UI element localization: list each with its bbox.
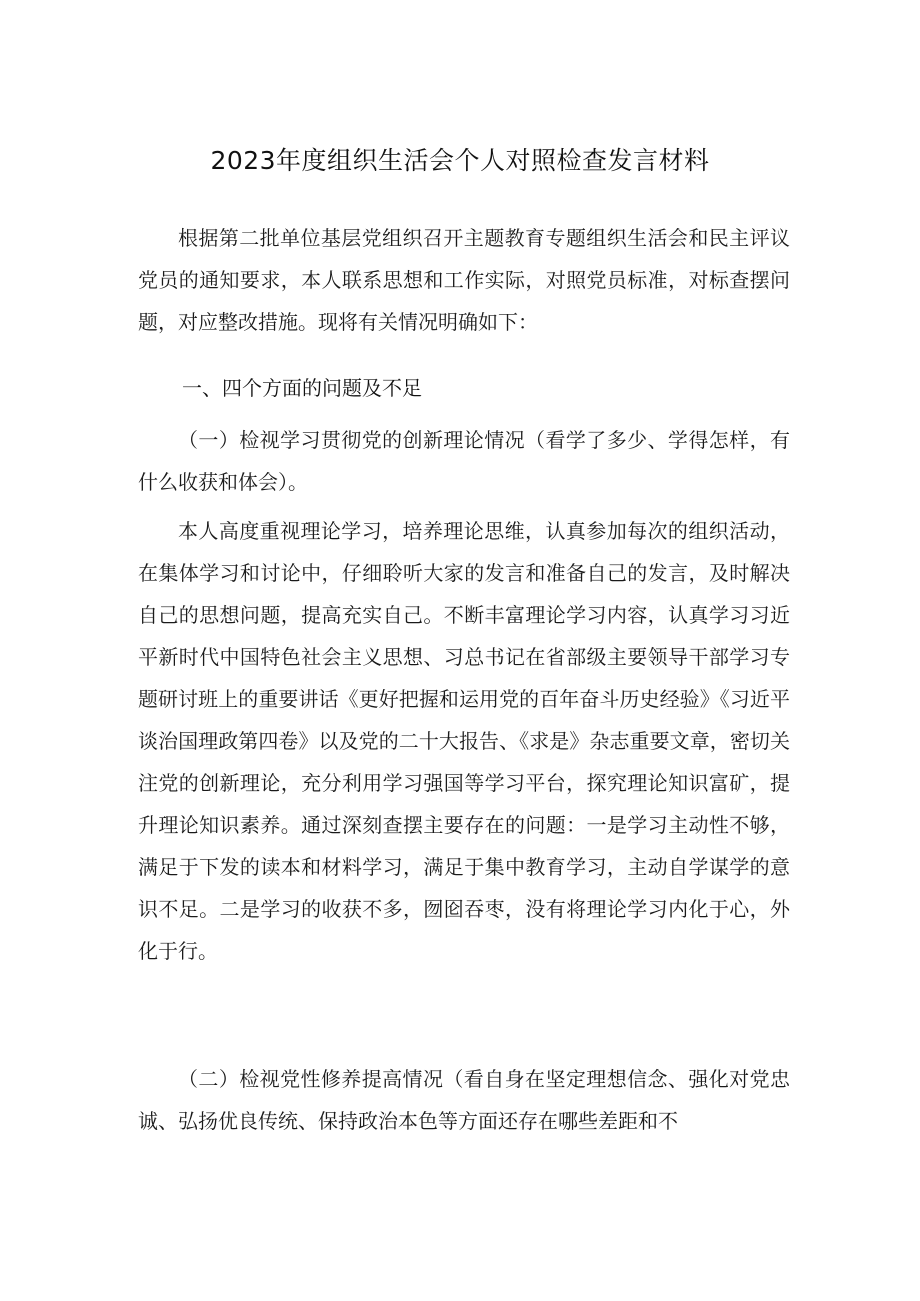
subsection-heading-1: （一）检视学习贯彻党的创新理论情况（看学了多少、学得怎样，有什么收获和体会）。 <box>138 428 790 494</box>
section-heading: 一、四个方面的问题及不足 <box>182 376 422 400</box>
subsection-heading-2: （二）检视党性修养提高情况（看自身在坚定理想信念、强化对党忠诚、弘扬优良传统、保持政治本色等方面还存在哪些差距和不 <box>138 1067 790 1133</box>
intro-paragraph: 根据第二批单位基层党组织召开主题教育专题组织生活会和民主评议党员的通知要求，本人联系思想和工作实际，对照党员标准，对标查摆问题，对应整改措施。现将有关情况明确如下： <box>138 226 790 334</box>
body-paragraph-1: 本人高度重视理论学习，培养理论思维，认真参加每次的组织活动，在集体学习和讨论中，仔细聆听大家的发言和准备自己的发言，及时解决自己的思想问题，提高充实自己。不断丰富理论学习内容，认真学习习近平新时代中国特色社会主义思想、习总书记在省部级主要领导干部学习专题研讨班上的重要讲话《更好把握和运用党的百年奋斗历史经验》《习近平谈治国理政第四卷》以及党的二十大报告、《求是》杂志重要文章，密切关注党的创新理论，充分利用学习强国等学习平台，探究理论知识富矿，提升理论知识素养。通过深刻查摆主要存在的问题：一是学习主动性不够，满足于下发的读本和材料学习，满足于集中教育学习，主动自学谋学的意识不足。二是学习的收获不多，囫囵吞枣，没有将理论学习内化于心，外化于行。 <box>138 519 790 963</box>
document-title: 2023年度组织生活会个人对照检查发言材料 <box>210 146 710 175</box>
